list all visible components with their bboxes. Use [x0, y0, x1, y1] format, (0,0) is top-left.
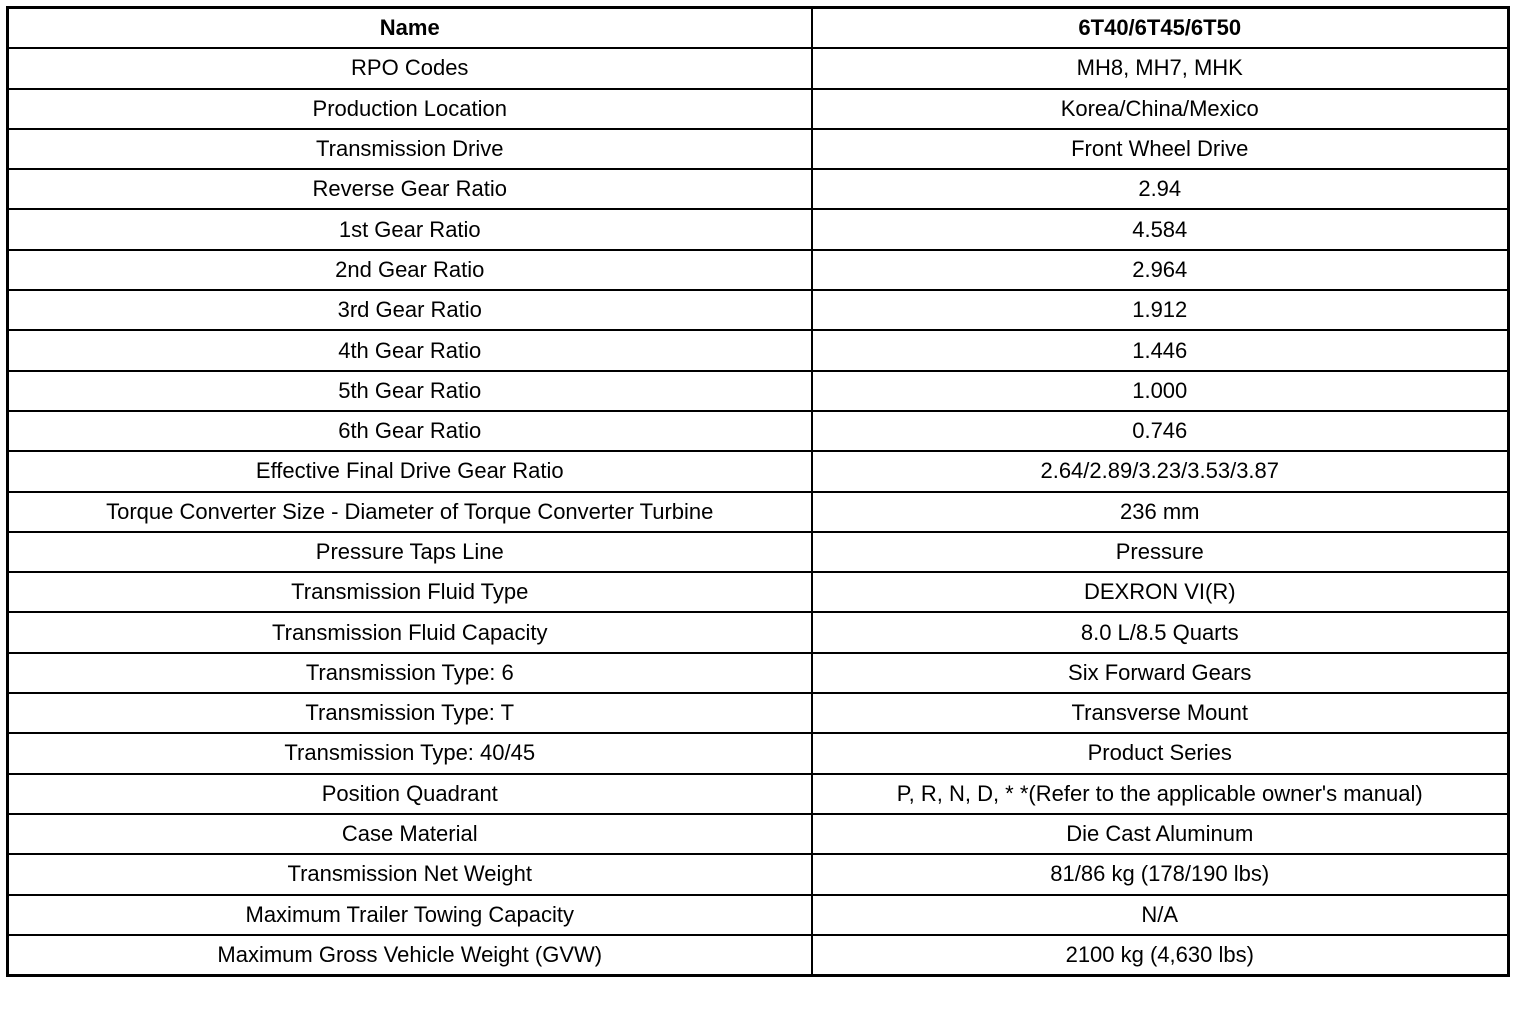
- row-value: 81/86 kg (178/190 lbs): [812, 854, 1509, 894]
- row-value: MH8, MH7, MHK: [812, 48, 1509, 88]
- row-label: 2nd Gear Ratio: [8, 250, 812, 290]
- row-label: Transmission Drive: [8, 129, 812, 169]
- table-row: [8, 411, 1509, 451]
- row-value: 1.000: [812, 371, 1509, 411]
- row-label: Transmission Type: T: [8, 693, 812, 733]
- row-label: Maximum Trailer Towing Capacity: [8, 895, 812, 935]
- row-label: Torque Converter Size - Diameter of Torque Converter Turbine: [8, 492, 812, 532]
- table-row: [8, 814, 1509, 854]
- row-label: Reverse Gear Ratio: [8, 169, 812, 209]
- row-value: Transverse Mount: [812, 693, 1509, 733]
- table-row: [8, 895, 1509, 935]
- row-label: Transmission Fluid Type: [8, 572, 812, 612]
- row-value: DEXRON VI(R): [812, 572, 1509, 612]
- table-row: [8, 169, 1509, 209]
- row-value: 0.746: [812, 411, 1509, 451]
- row-label: Pressure Taps Line: [8, 532, 812, 572]
- row-value: Korea/China/Mexico: [812, 89, 1509, 129]
- row-value: 4.584: [812, 209, 1509, 249]
- row-value: 2.964: [812, 250, 1509, 290]
- row-label: 1st Gear Ratio: [8, 209, 812, 249]
- row-value: P, R, N, D, * *(Refer to the applicable owner's manual): [812, 774, 1509, 814]
- row-value: Product Series: [812, 733, 1509, 773]
- row-label: Transmission Type: 40/45: [8, 733, 812, 773]
- table-row: [8, 290, 1509, 330]
- table-row: [8, 572, 1509, 612]
- table-row: [8, 854, 1509, 894]
- table-row: [8, 492, 1509, 532]
- table-row: [8, 48, 1509, 88]
- row-value: Pressure: [812, 532, 1509, 572]
- name-column-header: Name: [8, 8, 812, 49]
- row-value: Six Forward Gears: [812, 653, 1509, 693]
- table-row: [8, 653, 1509, 693]
- table-row: [8, 129, 1509, 169]
- table-row: [8, 330, 1509, 370]
- row-label: Maximum Gross Vehicle Weight (GVW): [8, 935, 812, 976]
- table-row: [8, 935, 1509, 976]
- row-label: Transmission Type: 6: [8, 653, 812, 693]
- row-label: RPO Codes: [8, 48, 812, 88]
- specifications-table: [6, 6, 1510, 977]
- row-value: 236 mm: [812, 492, 1509, 532]
- table-row: [8, 733, 1509, 773]
- row-label: Transmission Net Weight: [8, 854, 812, 894]
- row-label: 5th Gear Ratio: [8, 371, 812, 411]
- table-row: [8, 451, 1509, 491]
- row-label: 3rd Gear Ratio: [8, 290, 812, 330]
- table-row: [8, 250, 1509, 290]
- row-value: 2.94: [812, 169, 1509, 209]
- row-value: 1.446: [812, 330, 1509, 370]
- table-row: [8, 532, 1509, 572]
- model-column-header: 6T40/6T45/6T50: [812, 8, 1509, 49]
- table-header-row: [8, 8, 1509, 49]
- table-row: [8, 612, 1509, 652]
- row-label: Effective Final Drive Gear Ratio: [8, 451, 812, 491]
- table-row: [8, 371, 1509, 411]
- row-value: N/A: [812, 895, 1509, 935]
- row-label: Position Quadrant: [8, 774, 812, 814]
- table-row: [8, 209, 1509, 249]
- row-value: 8.0 L/8.5 Quarts: [812, 612, 1509, 652]
- row-value: Front Wheel Drive: [812, 129, 1509, 169]
- row-label: 6th Gear Ratio: [8, 411, 812, 451]
- table-row: [8, 693, 1509, 733]
- row-label: Transmission Fluid Capacity: [8, 612, 812, 652]
- row-value: 1.912: [812, 290, 1509, 330]
- row-value: Die Cast Aluminum: [812, 814, 1509, 854]
- row-value: 2.64/2.89/3.23/3.53/3.87: [812, 451, 1509, 491]
- row-label: 4th Gear Ratio: [8, 330, 812, 370]
- row-label: Production Location: [8, 89, 812, 129]
- table-row: [8, 89, 1509, 129]
- row-label: Case Material: [8, 814, 812, 854]
- table-row: [8, 774, 1509, 814]
- row-value: 2100 kg (4,630 lbs): [812, 935, 1509, 976]
